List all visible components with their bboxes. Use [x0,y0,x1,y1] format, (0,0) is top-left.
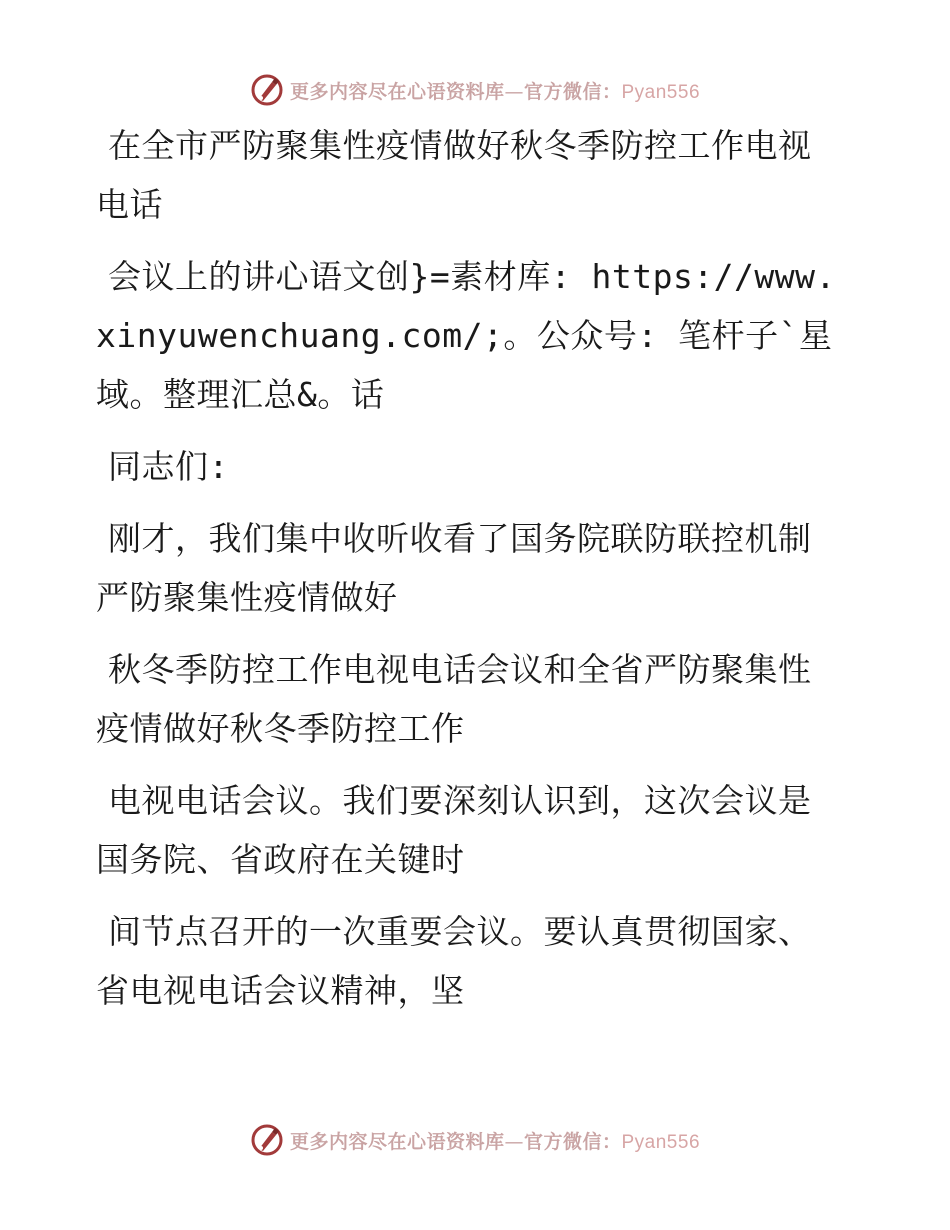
paragraph-title: 在全市严防聚集性疫情做好秋冬季防控工作电视电话 [96,126,812,224]
paragraph-body-2: 秋冬季防控工作电视电话会议和全省严防聚集性疫情做好秋冬季防控工作 [96,650,812,748]
watermark-dash: — [504,80,524,103]
paragraph-salutation: 同志们: [108,447,229,486]
watermark-site-text: 更多内容尽在心语资料库 [289,80,505,103]
watermark-site-text: 更多内容尽在心语资料库 [289,1130,505,1153]
watermark-wechat-label: 官方微信： [523,1130,622,1153]
pen-logo-icon [250,73,284,107]
footer-watermark-banner [0,1120,950,1160]
paragraph-body-3: 电视电话会议。我们要深刻认识到，这次会议是国务院、省政府在关键时 [96,781,812,879]
paragraph-body-1: 刚才，我们集中收听收看了国务院联防联控机制严防聚集性疫情做好 [96,519,812,617]
paragraph-body-4: 间节点召开的一次重要会议。要认真贯彻国家、省电视电话会议精神，坚 [96,912,812,1010]
watermark-dash: — [504,1130,524,1153]
document-body [96,116,841,1033]
paragraph-source-note: 会议上的讲心语文创}=素材库: https://www.xinyuwenchuang.com/;。公众号: 笔杆子`星域。整理汇总&。话 [96,257,836,414]
watermark-wechat-id: Pyan556 [621,81,701,103]
watermark-text [290,77,700,104]
watermark-wechat-label: 官方微信： [523,80,622,103]
pen-logo-icon [250,1123,284,1157]
header-watermark-banner [0,70,950,110]
watermark-wechat-id: Pyan556 [621,1131,701,1153]
watermark-text [290,1127,700,1154]
